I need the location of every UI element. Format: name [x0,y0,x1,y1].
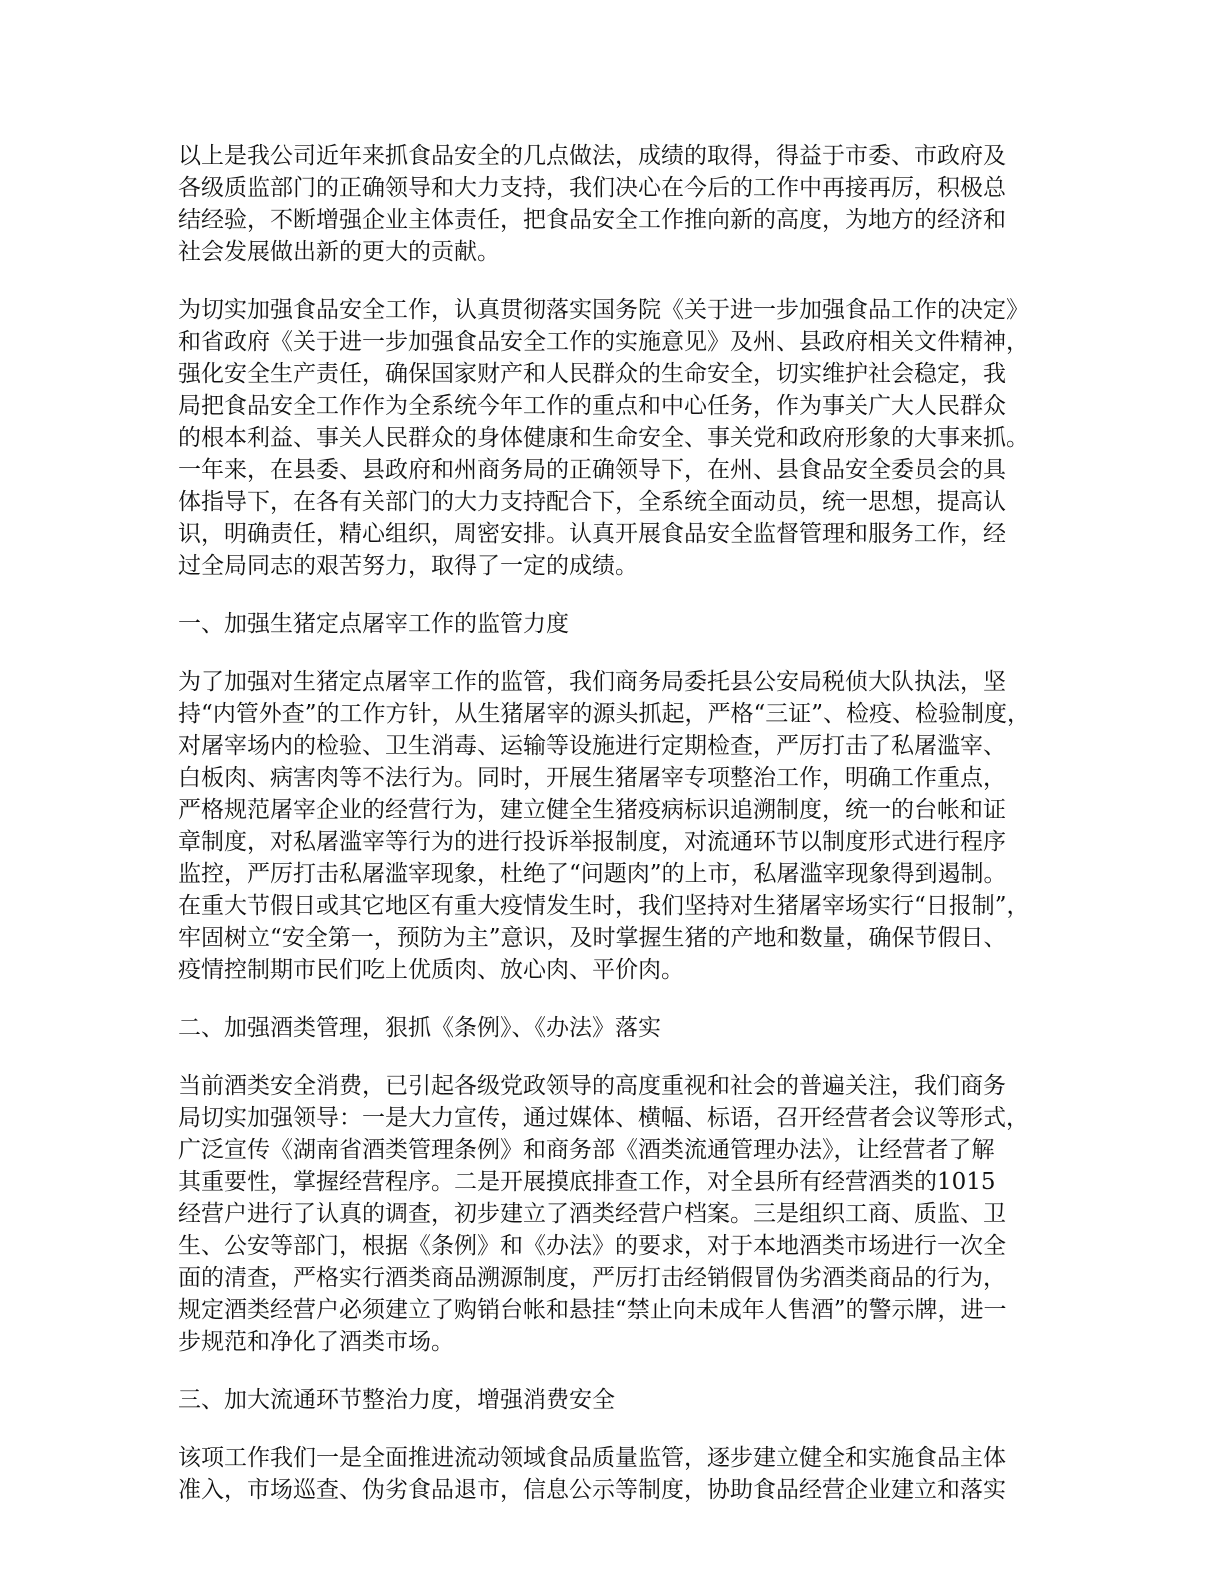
text-line: 强化安全生产责任，确保国家财产和人民群众的生命安全，切实维护社会稳定，我 [178,361,1006,387]
text-line: 为了加强对生猪定点屠宰工作的监管，我们商务局委托县公安局税侦大队执法，坚 [178,669,1006,695]
text-line: 当前酒类安全消费，已引起各级党政领导的高度重视和社会的普遍关注，我们商务 [178,1073,1006,1099]
text-line: 和省政府《关于进一步加强食品安全工作的实施意见》及州、县政府相关文件精神， [178,329,1029,355]
text-line: 生、公安等部门，根据《条例》和《办法》的要求，对于本地酒类市场进行一次全 [178,1233,1006,1259]
text-line: 疫情控制期市民们吃上优质肉、放心肉、平价肉。 [178,957,684,983]
paragraph-summary [178,140,1038,268]
section-heading-3: 三、加大流通环节整治力度，增强消费安全 [178,1387,615,1413]
paragraph-section-3 [178,1442,1038,1506]
text-line: 结经验，不断增强企业主体责任，把食品安全工作推向新的高度，为地方的经济和 [178,207,1006,233]
text-line: 步规范和净化了酒类市场。 [178,1329,454,1355]
text-line: 章制度，对私屠滥宰等行为的进行投诉举报制度，对流通环节以制度形式进行程序 [178,829,1006,855]
text-line: 牢固树立“安全第一，预防为主”意识，及时掌握生猪的产地和数量，确保节假日、 [178,925,1007,951]
text-line: 持“内管外查”的工作方针，从生猪屠宰的源头抓起，严格“三证”、检疫、检验制度， [178,701,1031,727]
paragraph-section-2 [178,1070,1038,1358]
text-line: 监控，严厉打击私屠滥宰现象，杜绝了“问题肉”的上市，私屠滥宰现象得到遏制。 [178,861,1007,887]
text-line: 局切实加强领导：一是大力宣传，通过媒体、横幅、标语，召开经营者会议等形式， [178,1105,1029,1131]
text-line: 社会发展做出新的更大的贡献。 [178,239,500,265]
text-line: 识，明确责任，精心组织，周密安排。认真开展食品安全监督管理和服务工作，经 [178,521,1006,547]
text-line: 一年来，在县委、县政府和州商务局的正确领导下，在州、县食品安全委员会的具 [178,457,1006,483]
section-heading-2: 二、加强酒类管理，狠抓《条例》、《办法》落实 [178,1015,661,1041]
text-line: 在重大节假日或其它地区有重大疫情发生时，我们坚持对生猪屠宰场实行“日报制”， [178,893,1030,919]
text-line: 局把食品安全工作作为全系统今年工作的重点和中心任务，作为事关广大人民群众 [178,393,1006,419]
text-line: 对屠宰场内的检验、卫生消毒、运输等设施进行定期检查，严厉打击了私屠滥宰、 [178,733,1006,759]
paragraph-intro [178,294,1038,582]
text-line: 的根本利益、事关人民群众的身体健康和生命安全、事关党和政府形象的大事来抓。 [178,425,1029,451]
text-line: 经营户进行了认真的调查，初步建立了酒类经营户档案。三是组织工商、质监、卫 [178,1201,1006,1227]
text-line: 面的清查，严格实行酒类商品溯源制度，严厉打击经销假冒伪劣酒类商品的行为， [178,1265,1006,1291]
text-line: 体指导下，在各有关部门的大力支持配合下，全系统全面动员，统一思想，提高认 [178,489,1006,515]
document-page [178,140,1038,1532]
text-line: 其重要性，掌握经营程序。二是开展摸底排查工作，对全县所有经营酒类的1015 [178,1169,996,1195]
text-line: 规定酒类经营户必须建立了购销台帐和悬挂“禁止向未成年人售酒”的警示牌，进一 [178,1297,1007,1323]
text-line: 该项工作我们一是全面推进流动领域食品质量监管，逐步建立健全和实施食品主体 [178,1445,1006,1471]
text-line: 各级质监部门的正确领导和大力支持，我们决心在今后的工作中再接再厉，积极总 [178,175,1006,201]
text-line: 过全局同志的艰苦努力，取得了一定的成绩。 [178,553,638,579]
text-line: 准入，市场巡查、伪劣食品退市，信息公示等制度，协助食品经营企业建立和落实 [178,1477,1006,1503]
text-line: 广泛宣传《湖南省酒类管理条例》和商务部《酒类流通管理办法》，让经营者了解 [178,1137,995,1163]
text-line: 为切实加强食品安全工作，认真贯彻落实国务院《关于进一步加强食品工作的决定》 [178,297,1029,323]
text-line: 白板肉、病害肉等不法行为。同时，开展生猪屠宰专项整治工作，明确工作重点， [178,765,1006,791]
paragraph-section-1 [178,666,1038,986]
text-line: 严格规范屠宰企业的经营行为，建立健全生猪疫病标识追溯制度，统一的台帐和证 [178,797,1006,823]
section-heading-1: 一、加强生猪定点屠宰工作的监管力度 [178,611,569,637]
text-line: 以上是我公司近年来抓食品安全的几点做法，成绩的取得，得益于市委、市政府及 [178,143,1006,169]
